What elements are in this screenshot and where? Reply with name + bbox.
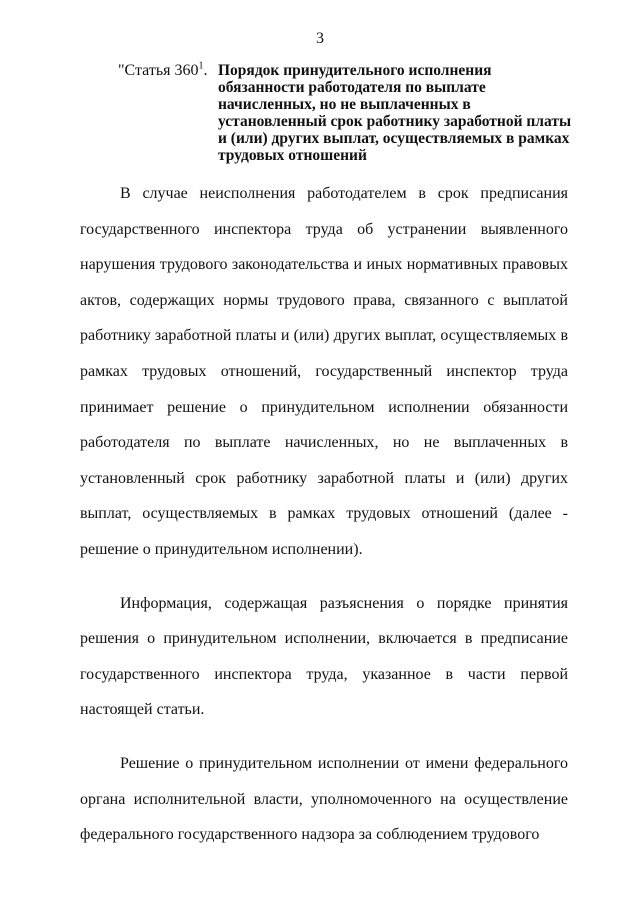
- page-number: 3: [316, 30, 324, 47]
- paragraph-3: Решение о принудительном исполнении от имени федерального органа исполнительной власти, уполномоченного на осуществление федерального государственного надзора за соблюдением трудового: [80, 754, 568, 844]
- paragraph-2: Информация, содержащая разъяснения о порядке принятия решения о принудительном исполнении, включается в предписание государственного инспектора труда, указанное в части первой настоящей статьи.: [80, 594, 568, 719]
- article-label-suffix: .: [203, 62, 208, 79]
- paragraph-1: В случае неисполнения работодателем в срок предписания государственного инспектора труда об устранении выявленного нарушения трудового законодательства и иных нормативных правовых актов, содержащих нормы трудового права, связанного с выплатой работнику заработной платы и (или) других выплат, осуществляемых в рамках трудовых отношений, государственный инспектор труда принимает решение о принудительном исполнении обязанности работодателя по выплате начисленных, но не выплаченных в установленный срок работнику заработной платы и (или) других выплат, осуществляемых в рамках трудовых отношений (далее - решение о принудительном исполнении).: [80, 185, 568, 558]
- article-label-text: "Статья 360: [118, 62, 199, 79]
- article-header: [118, 62, 588, 164]
- article-title: Порядок принудительного исполнения обязанности работодателя по выплате начисленных, но не выплаченных в установленный срок работнику заработной платы и (или) других выплат, осуществляемых в рамках трудовых отношений: [218, 62, 572, 164]
- article-body: [80, 176, 568, 853]
- article-label-superscript: 1: [198, 60, 204, 72]
- article-label: [118, 62, 218, 79]
